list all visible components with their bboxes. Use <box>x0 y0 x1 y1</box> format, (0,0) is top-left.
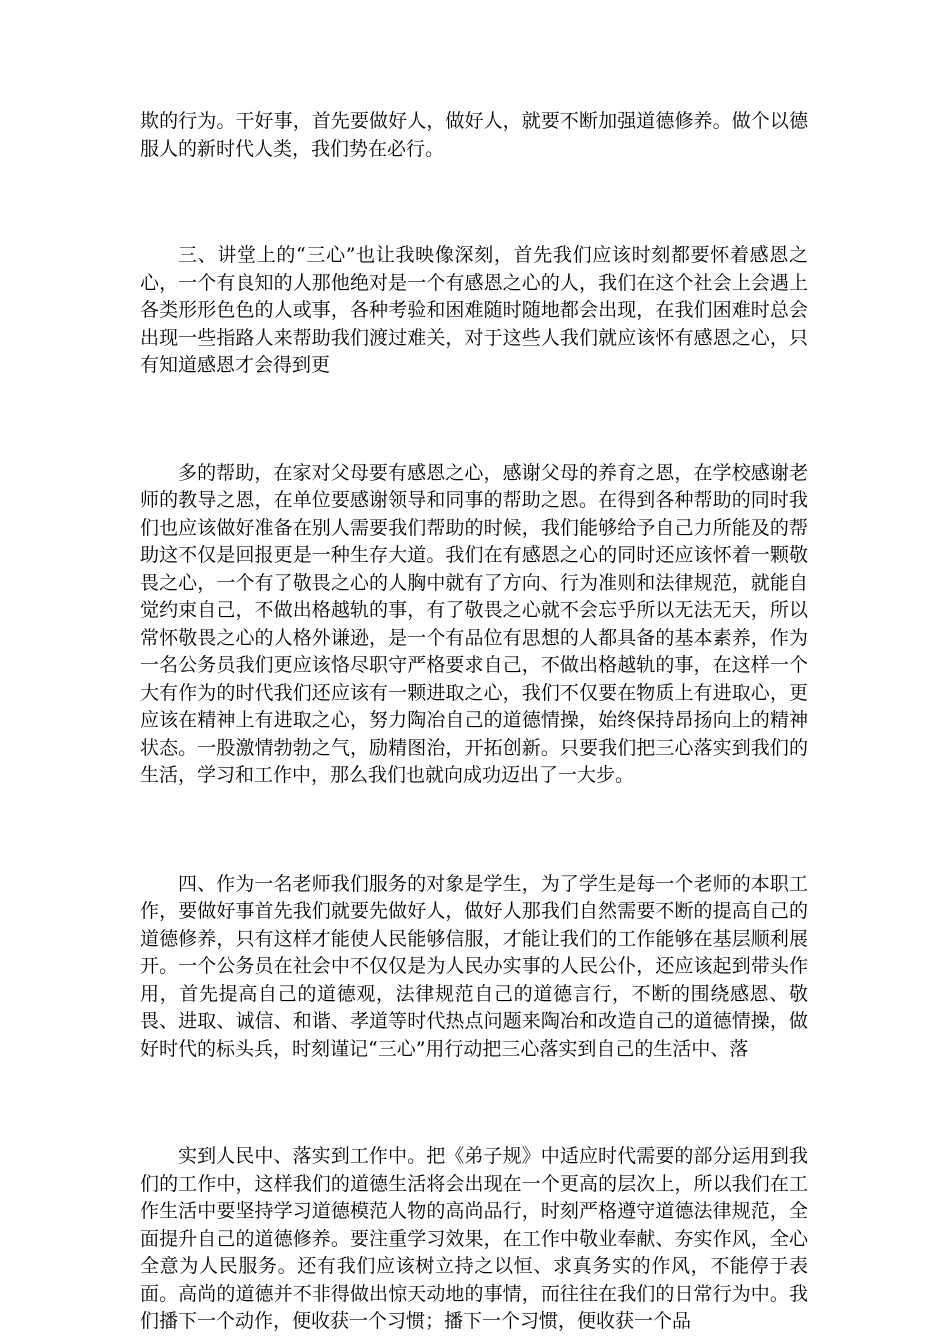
paragraph-practice: 实到人民中、落实到工作中。把《弟子规》中适应时代需要的部分运用到我们的工作中，这样我们的道德生活将会出现在一个更高的层次上，所以我们在工作生活中要坚持学习道德模范人物的高尚品行，时刻严格遵守道德法律规范，全面提升自己的道德修养。要注重学习效果，在工作中敬业奉献、夯实作风，全心全意为人民服务。还有我们应该树立持之以恒、求真务实的作风，不能停于表面。高尚的道德并不非得做出惊天动地的事情，而往往在我们的日常行为中。我们播下一个动作，便收获一个习惯；播下一个习惯，便收获一个品 <box>140 1145 808 1332</box>
paragraph-gratitude-awe: 多的帮助，在家对父母要有感恩之心，感谢父母的养育之恩，在学校感谢老师的教导之恩，在单位要感谢领导和同事的帮助之恩。在得到各种帮助的同时我们也应该做好准备在别人需要我们帮助的时候，我们能够给予自己力所能及的帮助这不仅是回报更是一种生存大道。我们在有感恩之心的同时还应该怀着一颗敬畏之心，一个有了敬畏之心的人胸中就有了方向、行为准则和法律规范，就能自觉约束自己，不做出格越轨的事，有了敬畏之心就不会忘乎所以无法无天，所以常怀敬畏之心的人格外谦逊，是一个有品位有思想的人都具备的基本素养，作为一名公务员我们更应该恪尽职守严格要求自己，不做出格越轨的事，在这样一个大有作为的时代我们还应该有一颗进取之心，我们不仅要在物质上有进取心，更应该在精神上有进取之心，努力陶冶自己的道德情操，始终保持昂扬向上的精神状态。一股激情勃勃之气，励精图治，开拓创新。只要我们把三心落实到我们的生活，学习和工作中，那么我们也就向成功迈出了一大步。 <box>140 461 808 786</box>
paragraph-gap <box>140 380 808 460</box>
paragraph-gap <box>140 1063 808 1143</box>
paragraph-continuation: 欺的行为。干好事，首先要做好人，做好人，就要不断加强道德修养。做个以德服人的新时代人类，我们势在必行。 <box>140 110 808 160</box>
paragraph-three-hearts: 三、讲堂上的“三心”也让我映像深刻，首先我们应该时刻都要怀着感恩之心，一个有良知的人那他绝对是一个有感恩之心的人，我们在这个社会上会遇上各类形形色色的人或事，各种考验和困难随时随地都会出现，在我们困难时总会出现一些指路人来帮助我们渡过难关，对于这些人我们就应该怀有感恩之心，只有知道感恩才会得到更 <box>140 244 808 376</box>
document-page <box>140 108 808 1336</box>
paragraph-gap <box>140 163 808 242</box>
paragraph-gap <box>140 790 808 871</box>
paragraph-teacher-service: 四、作为一名老师我们服务的对象是学生，为了学生是每一个老师的本职工作，要做好事首先我们就要先做好人，做好人那我们自然需要不断的提高自己的道德修养，只有这样才能使人民能够信服，才能让我们的工作能够在基层顺利展开。一个公务员在社会中不仅仅是为人民办实事的人民公仆，还应该起到带头作用，首先提高自己的道德观，法律规范自己的道德言行，不断的围绕感恩、敬畏、进取、诚信、和谐、孝道等时代热点问题来陶冶和改造自己的道德情操，做好时代的标头兵，时刻谨记“三心”用行动把三心落实到自己的生活中、落 <box>140 872 808 1060</box>
